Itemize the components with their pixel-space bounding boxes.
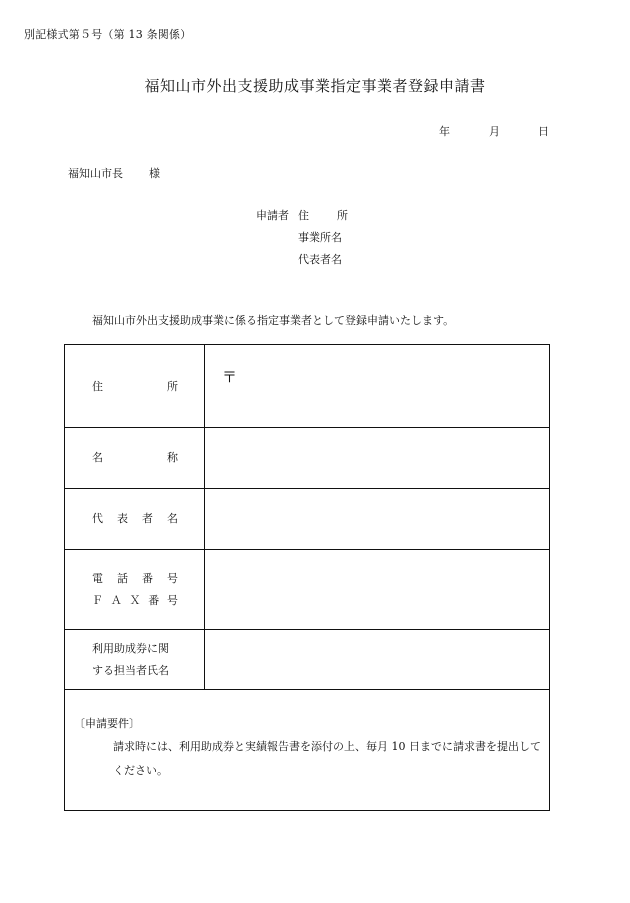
requirements-heading: 〔申請要件〕 <box>74 717 140 730</box>
phone-fax-value-cell[interactable] <box>205 549 549 629</box>
address-value-cell[interactable] <box>205 345 549 427</box>
requirements-text: 請求時には、利用助成券と実績報告書を添付の上、毎月 10 日までに請求書を提出してください。 <box>113 740 541 777</box>
applicant-address-label-1: 住 <box>298 209 309 222</box>
phone-label: 電 話 番 号 <box>92 572 178 585</box>
contact-label-line1: 利用助成券に関 <box>92 642 169 655</box>
applicant-representative-label: 代表者名 <box>298 253 342 266</box>
postal-mark: 〒 <box>222 368 238 386</box>
address-label-cell <box>65 345 205 427</box>
addressee <box>68 165 160 181</box>
table-row-contact <box>65 629 549 690</box>
fax-label: Ｆ Ａ Ｘ 番 号 <box>92 594 178 607</box>
name-label-cell <box>65 427 205 488</box>
representative-label-cell <box>65 488 205 549</box>
date-year-label: 年 <box>439 125 450 138</box>
addressee-name: 福知山市長 <box>68 167 123 180</box>
addressee-honorific: 様 <box>149 167 160 180</box>
applicant-office-name-label: 事業所名 <box>298 231 342 244</box>
table-row-name <box>65 427 549 489</box>
application-table <box>64 344 550 811</box>
phone-fax-label-cell <box>65 549 205 629</box>
contact-value-cell[interactable] <box>205 629 549 689</box>
intro-text: 福知山市外出支援助成事業に係る指定事業者として登録申請いたします。 <box>92 314 455 327</box>
document-title: 福知山市外出支援助成事業指定事業者登録申請書 <box>144 77 486 95</box>
representative-label: 代 表 者 名 <box>92 512 178 525</box>
applicant-label: 申請者 <box>256 209 289 222</box>
address-label: 住 所 <box>92 380 178 393</box>
representative-value-cell[interactable] <box>205 488 549 549</box>
table-row-representative <box>65 488 549 550</box>
form-number-label: 別記様式第５号（第 13 条関係） <box>24 28 192 41</box>
applicant-address-label-2: 所 <box>337 209 348 222</box>
contact-label-cell <box>65 629 205 689</box>
date-day-label: 日 <box>538 125 549 138</box>
name-value-cell[interactable] <box>205 427 549 488</box>
name-label: 名 称 <box>92 451 178 464</box>
table-row-address <box>65 345 549 428</box>
table-row-phone-fax <box>65 549 549 630</box>
date-month-label: 月 <box>489 125 500 138</box>
contact-label-line2: する担当者氏名 <box>92 664 169 677</box>
